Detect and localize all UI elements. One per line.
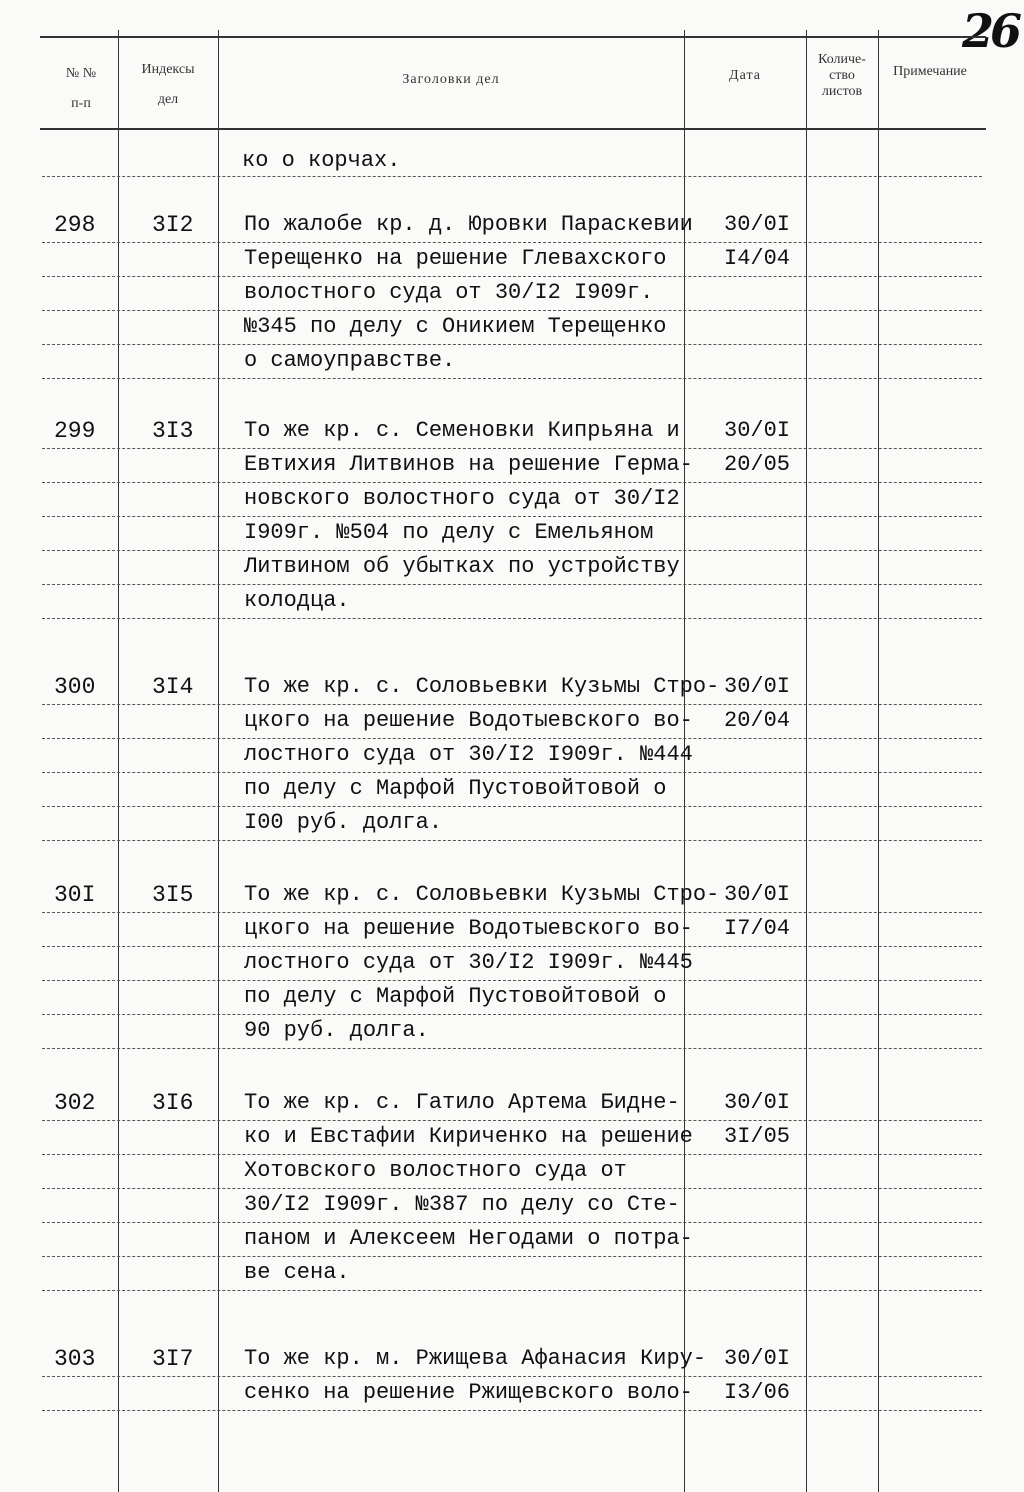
entry-title-line: цкого на решение Водотыевского во- xyxy=(244,708,693,733)
entry-number: 303 xyxy=(54,1346,96,1372)
row-rule xyxy=(42,584,982,585)
row-rule xyxy=(42,276,982,277)
entry-title-line: I00 руб. долга. xyxy=(244,810,443,835)
row-rule xyxy=(42,806,982,807)
entry-title-line: То же кр. м. Ржищева Афанасия Киру- xyxy=(244,1346,707,1371)
row-rule xyxy=(42,1188,982,1189)
entry-title-line: Хотовского волостного суда от xyxy=(244,1158,627,1183)
entry-title-line: То же кр. с. Соловьевки Кузьмы Стро- xyxy=(244,882,720,907)
entry-index: 3I7 xyxy=(152,1346,194,1372)
entry-title-line: №345 по делу с Оникием Терещенко xyxy=(244,314,667,339)
entry-date: 30/0I xyxy=(724,882,791,907)
entry-title-line: 30/I2 I909г. №387 по делу со Сте- xyxy=(244,1192,680,1217)
entry-title-line: цкого на решение Водотыевского во- xyxy=(244,916,693,941)
carryover-text: ко о корчах. xyxy=(242,148,401,173)
entry-date: 30/0I xyxy=(724,1346,791,1371)
header-number: № № п-п xyxy=(65,66,97,111)
row-rule xyxy=(42,980,982,981)
row-rule xyxy=(42,618,982,619)
entry-date: I3/06 xyxy=(724,1380,791,1405)
entry-title-line: о самоуправстве. xyxy=(244,348,456,373)
entry-title-line: по делу с Марфой Пустовойтовой о xyxy=(244,776,667,801)
entry-title-line: по делу с Марфой Пустовойтовой о xyxy=(244,984,667,1009)
entry-date: 30/0I xyxy=(724,212,791,237)
row-rule xyxy=(42,772,982,773)
row-rule xyxy=(42,516,982,517)
row-rule xyxy=(42,344,982,345)
entry-title-line: паном и Алексеем Негодами о потра- xyxy=(244,1226,693,1251)
entry-date: 20/04 xyxy=(724,708,791,733)
row-rule xyxy=(42,1222,982,1223)
entry-title-line: лостного суда от 30/I2 I909г. №444 xyxy=(244,742,693,767)
entry-title-line: То же кр. с. Гатило Артема Бидне- xyxy=(244,1090,680,1115)
row-rule xyxy=(42,482,982,483)
header-index: Индексы дел xyxy=(141,62,195,107)
entry-title-line: новского волостного суда от 30/I2 xyxy=(244,486,680,511)
header-title: Заголовки дел xyxy=(402,72,500,87)
column-divider xyxy=(806,30,807,1492)
entry-title-line: волостного суда от 30/I2 I909г. xyxy=(244,280,654,305)
row-rule xyxy=(42,1048,982,1049)
entry-title-line: сенко на решение Ржищевского воло- xyxy=(244,1380,693,1405)
header-date: Дата xyxy=(729,68,761,83)
row-rule xyxy=(42,946,982,947)
row-rule xyxy=(42,1290,982,1291)
entry-title-line: лостного суда от 30/I2 I909г. №445 xyxy=(244,950,693,975)
entry-date: I7/04 xyxy=(724,916,791,941)
row-rule xyxy=(42,242,982,243)
entry-number: 299 xyxy=(54,418,96,444)
entry-title-line: По жалобе кр. д. Юровки Параскевии xyxy=(244,212,693,237)
row-rule xyxy=(42,1256,982,1257)
header-bottom-border xyxy=(40,128,986,130)
entry-date: 30/0I xyxy=(724,418,791,443)
row-rule xyxy=(42,1014,982,1015)
entry-title-line: То же кр. с. Семеновки Кипрьяна и xyxy=(244,418,680,443)
entry-title-line: колодца. xyxy=(244,588,350,613)
entry-index: 3I4 xyxy=(152,674,194,700)
table-top-border xyxy=(40,36,986,38)
row-rule xyxy=(42,1120,982,1121)
page-number: 26 xyxy=(962,4,1019,58)
entry-index: 3I5 xyxy=(152,882,194,908)
entry-number: 300 xyxy=(54,674,96,700)
entry-index: 3I3 xyxy=(152,418,194,444)
row-rule xyxy=(42,704,982,705)
entry-index: 3I2 xyxy=(152,212,194,238)
row-rule xyxy=(42,176,982,177)
entry-date: 3I/05 xyxy=(724,1124,791,1149)
entry-date: 30/0I xyxy=(724,674,791,699)
row-rule xyxy=(42,550,982,551)
entry-date: 20/05 xyxy=(724,452,791,477)
row-rule xyxy=(42,738,982,739)
header-sheet-count: Количе- ство листов xyxy=(818,52,866,99)
entry-title-line: 90 руб. долга. xyxy=(244,1018,429,1043)
row-rule xyxy=(42,310,982,311)
entry-date: I4/04 xyxy=(724,246,791,271)
row-rule xyxy=(42,840,982,841)
entry-number: 302 xyxy=(54,1090,96,1116)
column-divider xyxy=(118,30,119,1492)
row-rule xyxy=(42,1410,982,1411)
entry-title-line: ко и Евстафии Кириченко на решение xyxy=(244,1124,693,1149)
entry-number: 298 xyxy=(54,212,96,238)
entry-title-line: То же кр. с. Соловьевки Кузьмы Стро- xyxy=(244,674,720,699)
row-rule xyxy=(42,378,982,379)
entry-title-line: ве сена. xyxy=(244,1260,350,1285)
entry-date: 30/0I xyxy=(724,1090,791,1115)
row-rule xyxy=(42,912,982,913)
row-rule xyxy=(42,1154,982,1155)
entry-title-line: Литвином об убытках по устройству xyxy=(244,554,680,579)
entry-title-line: I909г. №504 по делу с Емельяном xyxy=(244,520,654,545)
row-rule xyxy=(42,1376,982,1377)
header-note: Примечание xyxy=(893,64,967,79)
entry-title-line: Терещенко на решение Глевахского xyxy=(244,246,667,271)
entry-title-line: Евтихия Литвинов на решение Герма- xyxy=(244,452,693,477)
column-divider xyxy=(878,30,879,1492)
entry-number: 30I xyxy=(54,882,96,908)
row-rule xyxy=(42,448,982,449)
column-divider xyxy=(218,30,219,1492)
entry-index: 3I6 xyxy=(152,1090,194,1116)
